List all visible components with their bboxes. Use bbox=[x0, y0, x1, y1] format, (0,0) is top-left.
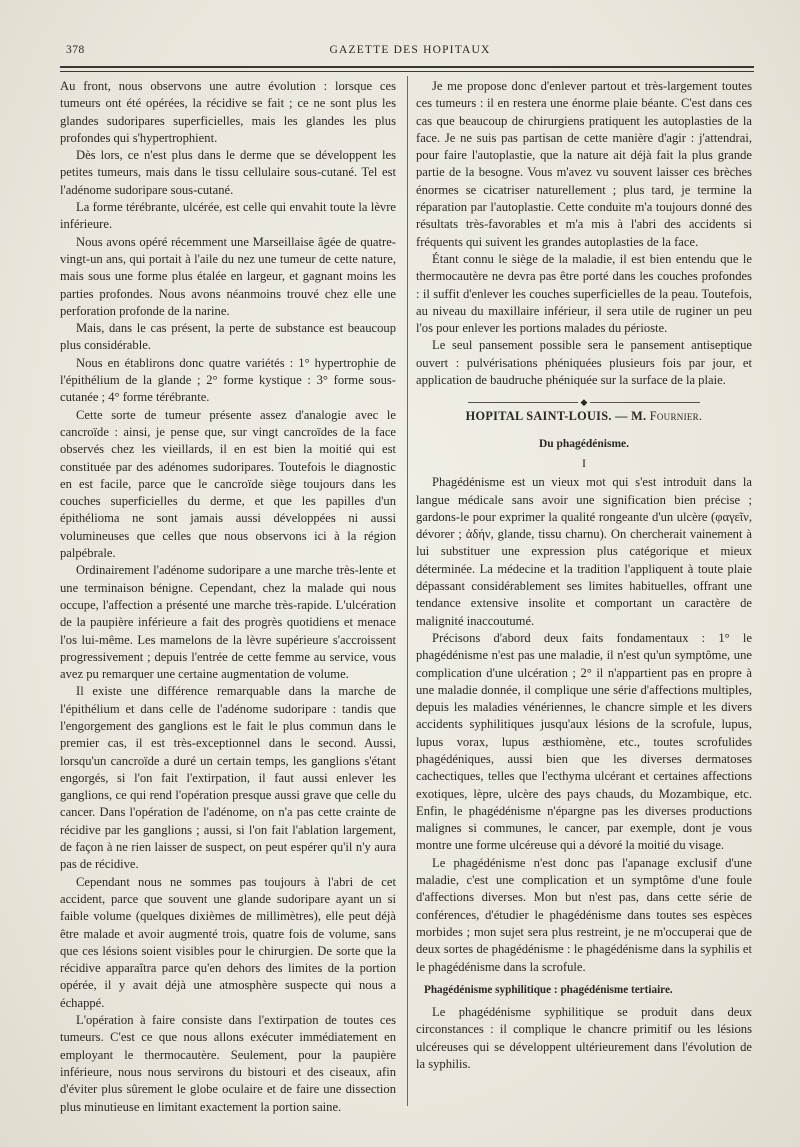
separator-line bbox=[590, 402, 700, 403]
section-separator bbox=[416, 393, 752, 407]
column-divider bbox=[407, 76, 408, 1106]
paragraph: Cependant nous ne sommes pas toujours à l'abri de cet accident, parce que souvent une glande sudoripare ayant un si faible volume (quelques dixièmes de millimètres), elle peut déjà être malade et avoir augmenté trois, quatre fois de volume, sans que ces lésions soient visibles pour le chirurgien. De sorte que la récidive apparaîtra parce qu'en dehors des limites de la portion opérée, il y avait déjà une atmosphère suspecte qui nous a échappé. bbox=[60, 874, 396, 1010]
paragraph: Le phagédénisme n'est donc pas l'apanage exclusif d'une maladie, c'est une complication et un symptôme d'une foule d'affections diverses. Mon but n'est pas, dans cette série de conférences, d'étudier le phagédénisme dans toutes ses espèces morbides ; mon sujet sera plus restreint, je ne m'occuperai que de deux sortes de phagédénisme : le phagédénisme dans la syphilis et le phagédénisme dans la scrofule. bbox=[416, 855, 752, 974]
page-header bbox=[60, 44, 760, 64]
paragraph: Précisons d'abord deux faits fondamentaux : 1° le phagédénisme n'est pas une maladie, il n'est qu'un symptôme, une complication d'une ulcération ; 2° il n'appartient pas en propre à une maladie donnée, il complique une série d'affections multiples, depuis les maladies vénériennes, le chancre simple et les divers accidents syphilitiques jusqu'aux lésions de la scrofule, lupus, lupus vorax, lupus æsthiomène, etc., toutes scrofulides phagédéniques, aussi bien que les diverses dermatoses cachectiques, telles que l'ecthyma ulcérant et certaines affections exotiques, lèpre, ulcère des pays chauds, du Mozambique, etc. Enfin, le phagédénisme n'épargne pas les diverses productions malignes si communes, le cancer, par exemple, dont je vous montre une forme ulcéreuse qui a dévoré la moitié du visage. bbox=[416, 630, 752, 853]
paragraph: Le seul pansement possible sera le pansement antiseptique ouvert : pulvérisations phéniquées plusieurs fois par jour, et application de baudruche phéniquée sur la surface de la plaie. bbox=[416, 338, 752, 388]
right-column bbox=[416, 78, 752, 1073]
ornament-icon: ◆ bbox=[580, 396, 588, 407]
paragraph: Ordinairement l'adénome sudoripare a une marche très-lente et une terminaison bénigne. Cependant, chez la malade qui nous occupe, l'affection a présenté une marche très-rapide. L'ulcération de la paupière inférieure a fait des progrès quotidiens et menace l'os lui-même. Les mamelons de la lèvre supérieure s'accroissent progressivement ; depuis l'entrée de cette femme au service, vous avez pu remarquer une certaine augmentation de volume. bbox=[60, 563, 396, 682]
paragraph: Nous en établirons donc quatre variétés : 1° hypertrophie de l'épithélium de la glande ; 2° forme kystique : 3° forme sous-cutanée ; 4° forme térébrante. bbox=[60, 355, 396, 405]
chapter-numeral: I bbox=[582, 455, 586, 470]
paragraph: La forme térébrante, ulcérée, est celle qui envahit toute la lèvre inférieure. bbox=[60, 200, 396, 232]
paragraph: Étant connu le siège de la maladie, il est bien entendu que le thermocautère ne devra pas être porté dans les couches profondes : il suffit d'enlever les couches superficielles de la peau. Toutefois, au niveau du maxillaire inférieur, il sera utile de ruginer un peu l'os pour enlever les portions malades du périoste. bbox=[416, 251, 752, 336]
paragraph: Au front, nous observons une autre évolution : lorsque ces tumeurs ont été opérées, la récidive se fait ; ce ne sont plus les glandes sudoripares superficielles, mais les glandes les plus profondes qui s'hypertrophient. bbox=[60, 79, 396, 145]
running-title: GAZETTE DES HOPITAUX bbox=[329, 44, 491, 56]
article-title: Du phagédénisme. bbox=[538, 437, 630, 450]
paragraph: L'opération à faire consiste dans l'extirpation de toutes ces tumeurs. C'est ce que nous allons exécuter immédiatement en employant le thermocautère. Seulement, pour la paupière inférieure, nous nous servirons du bistouri et des ciseaux, afin d'éviter plus sûrement le globe oculaire et de faire une dissection plus minutieuse en limitant exactement la portion saine. bbox=[60, 1013, 396, 1114]
separator-line bbox=[468, 402, 578, 403]
subheading: Phagédénisme syphilitique : phagédénisme tertiaire. bbox=[424, 983, 673, 996]
paragraph: Cette sorte de tumeur présente assez d'analogie avec le cancroïde : ainsi, je pense que, sur vingt cancroïdes de la face observés chez les vieillards, il en est bien la moitié qui est constituée par des adénomes sudoripares. Toutefois le diagnostic en est facile, parce que le cancroïde siège toujours dans les couches superficielles du derme, et que les papilles d'un épithélioma ne sont jamais aussi développées ni aussi volumineuses que celles que nous observons ici à la région palpébrale. bbox=[60, 407, 396, 561]
paragraph: Il existe une différence remarquable dans la marche de l'épithélium et dans celle de l'adénome sudoripare : tandis que l'engorgement des ganglions est le fait le plus commun dans le premier cas, il est très-exceptionnel dans le second. Aussi, lorsqu'un cancroïde a duré un certain temps, les ganglions s'étant engorgés, si l'on fait l'extirpation, il faut aussi enlever les ganglions, ce qui rend l'opération presque aussi grave que celle du cancer. Dans l'opération de l'adénome, on n'a pas cette crainte de récidive par les ganglions ; aussi, si l'on fait l'ablation largement, de façon à ne rien laisser de suspect, on peut espérer qu'il n'y aura pas de récidive. bbox=[60, 684, 396, 872]
paragraph: Mais, dans le cas présent, la perte de substance est beaucoup plus considérable. bbox=[60, 321, 396, 353]
author-name: Fournier. bbox=[649, 409, 703, 424]
header-rule-thick bbox=[60, 66, 754, 68]
paragraph: Dès lors, ce n'est plus dans le derme que se développent les petites tumeurs, mais dans le tissu cellulaire sous-cutané. Tel est l'adénome sudoripare sous-cutané. bbox=[60, 148, 396, 197]
page-number: 378 bbox=[66, 44, 85, 56]
hospital-name: HOPITAL SAINT-LOUIS. — M. bbox=[465, 409, 650, 424]
paragraph: Le phagédénisme syphilitique se produit dans deux circonstances : il complique le chancre primitif ou les lésions ulcéreuses qui se développent ultérieurement dans l'évolution de la syphilis. bbox=[416, 1005, 752, 1072]
paragraph: Phagédénisme est un vieux mot qui s'est introduit dans la langue médicale sans avoir une signification bien précise ; gardons-le pour exprimer la qualité rongeante d'un ulcère (φαγεῖν, dévorer ; ἀδήν, glande, tissu charnu). On chercherait vainement à lui substituer une expression plus catégorique et mieux déterminée. La médecine et la tradition l'appliquent à toute plaie dépassant considérablement ses limites habituelles, offrant une tendance extensive insolite et comportant un caractère de malignité inaccoutumé. bbox=[416, 475, 752, 628]
paragraph: Nous avons opéré récemment une Marseillaise âgée de quatre-vingt-un ans, qui portait à l'aile du nez une tumeur de cette nature, mais sous une forme plus étalée en largeur, et gagnant moins les parties profondes. Nous avons néanmoins trouvé chez elle une perforation profonde de la narine. bbox=[60, 234, 396, 318]
left-column bbox=[60, 78, 396, 1116]
header-rule-thin bbox=[60, 71, 754, 72]
paragraph: Je me propose donc d'enlever partout et très-largement toutes ces tumeurs : il en restera une énorme plaie béante. C'est dans ces cas que beaucoup de chirurgiens pratiquent les autoplasties de la face. Je ne suis pas partisan de cette manière d'agir : j'attendrai, pour faire l'autoplastie, que la nature ait déjà fait la plus grande partie de la besogne. Vous m'avez vu souvent laisser ces brèches énormes se cicatriser naturellement ; plus tard, je termine la réparation par l'autoplastie. Cette conduite m'a toujours donné des résultats très-favorables et m'a mis à l'abri des accidents si fréquents qui suivent les grandes autoplasties de la face. bbox=[416, 79, 752, 249]
